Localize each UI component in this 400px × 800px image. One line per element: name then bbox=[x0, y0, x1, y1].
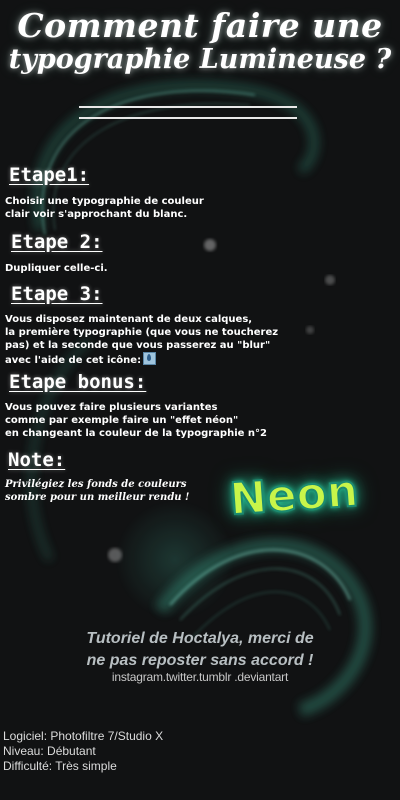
step-2-text bbox=[5, 262, 108, 275]
step-3-line: Vous disposez maintenant de deux calques, bbox=[5, 314, 253, 325]
title-divider-top bbox=[79, 106, 297, 108]
step-3-text bbox=[5, 313, 278, 367]
step-3-line: pas) et la seconde que vous passerez au "blur" bbox=[5, 340, 271, 351]
step-bonus-heading: Etape bonus: bbox=[9, 371, 147, 393]
credit-line-1: Tutoriel de Hoctalya, merci de bbox=[86, 630, 314, 647]
credit-line-2: ne pas reposter sans accord ! bbox=[86, 652, 314, 669]
step-bonus-text bbox=[5, 401, 267, 440]
difficulty-info: Difficulté: Très simple bbox=[3, 759, 117, 773]
step-bonus-line: comme par exemple faire un "effet néon" bbox=[5, 415, 239, 426]
note-line: sombre pour un meilleur rendu ! bbox=[5, 492, 190, 503]
step-bonus-line: Vous pouvez faire plusieurs variantes bbox=[5, 402, 218, 413]
step-3-line: avec l'aide de cet icône: bbox=[5, 355, 142, 366]
title-divider-bottom bbox=[79, 117, 297, 119]
step-3-line-with-icon bbox=[5, 352, 278, 367]
step-2-heading: Etape 2: bbox=[11, 231, 103, 253]
note-line: Privilégiez les fonds de couleurs bbox=[5, 479, 187, 490]
step-1-line: clair voir s'approchant du blanc. bbox=[5, 209, 188, 220]
title-line-2: typographie Lumineuse ? bbox=[8, 44, 392, 75]
social-links: instagram.twitter.tumblr .deviantart bbox=[111, 670, 289, 684]
blur-drop-icon bbox=[143, 352, 156, 365]
step-3-heading: Etape 3: bbox=[11, 283, 103, 305]
note-text bbox=[5, 478, 189, 504]
step-1-line: Choisir une typographie de couleur bbox=[5, 196, 204, 207]
step-bonus-line: en changeant la couleur de la typographie n°2 bbox=[5, 428, 267, 439]
step-2-line: Dupliquer celle-ci. bbox=[5, 263, 108, 274]
title-line-1: Comment faire une bbox=[17, 6, 383, 45]
level-info: Niveau: Débutant bbox=[3, 744, 96, 758]
neon-sample-text: Neon bbox=[228, 465, 360, 526]
step-1-text bbox=[5, 195, 204, 221]
step-3-line: la première typographie (que vous ne toucherez bbox=[5, 327, 279, 338]
note-heading: Note: bbox=[8, 449, 66, 471]
step-1-heading: Etape1: bbox=[9, 164, 90, 186]
software-info: Logiciel: Photofiltre 7/Studio X bbox=[3, 729, 164, 743]
